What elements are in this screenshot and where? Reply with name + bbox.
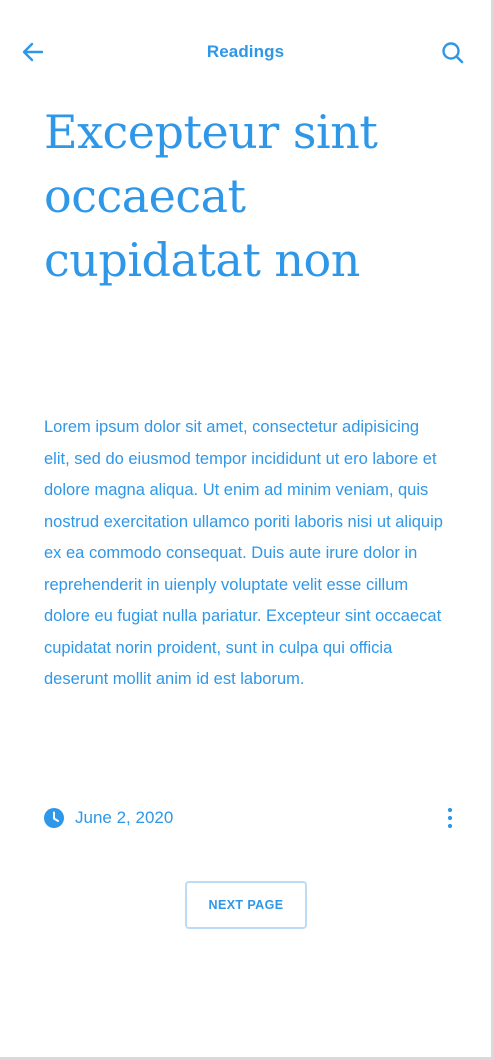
publish-date: June 2, 2020 [75,808,174,827]
article-meta [44,804,464,832]
article-body: Lorem ipsum dolor sit amet, consectetur adipisicing elit, sed do eiusmod tempor incididunt ut ero labore et dolore magna aliqua. Ut enim ad minim veniam, quis nostrud exercitation ullamco poriti laboris nisi ut aliquip ex ea commodo consequat. Duis aute irure dolor in reprehenderit in uienply voluptate velit esse cillum dolore eu fugiat nulla pariatur. Excepteur sint occaecat cupidatat norin proident, sunt in culpa qui officia deserunt mollit anim id est laborum. [44,418,443,688]
search-button[interactable] [440,40,466,66]
more-vertical-icon [438,804,462,832]
more-options-button[interactable] [438,804,462,832]
next-page-button[interactable]: NEXT PAGE [185,881,307,929]
clock-icon [44,808,64,828]
app-bar [0,28,491,76]
search-icon [440,40,466,66]
app-title: Readings [206,42,285,61]
article-title: Excepteur sint occaecat cupidatat non [44,105,378,287]
